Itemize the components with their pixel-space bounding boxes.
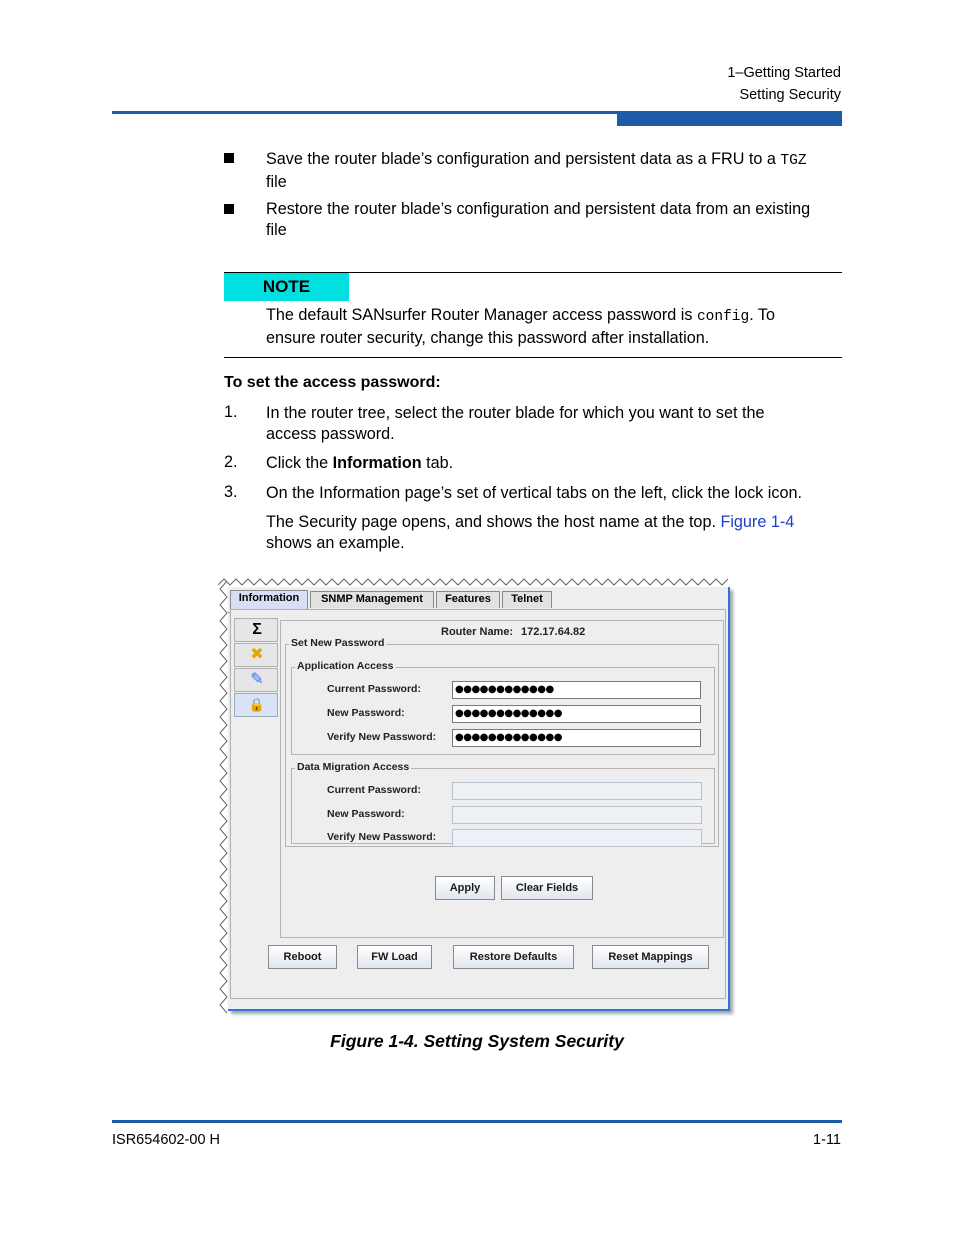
bullet-square-icon [224,153,234,163]
step-text: Click the Information tab. [266,454,454,472]
application-access-group [291,660,715,755]
step-text: In the router tree, select the router blade for which you want to set the access password. [266,404,765,443]
application-access-title: Application Access [297,660,394,672]
data-migration-access-group [291,761,715,844]
data-migration-access-title: Data Migration Access [297,761,410,773]
code-text: config [696,309,750,325]
app-window [228,587,730,1011]
note-rule-bottom [224,357,842,358]
set-new-password-title: Set New Password [291,637,385,649]
running-header [727,62,841,106]
vtab-security[interactable] [234,693,278,717]
figure-screenshot [218,577,736,1017]
step-number: 3. [224,483,238,501]
code-text: TGZ [780,153,807,169]
dm-new-password-field[interactable] [452,806,702,824]
app-current-password-label: Current Password: [327,683,421,695]
step-text: On the Information page’s set of vertical tabs on the left, click the lock icon. [266,484,802,502]
app-current-password-field[interactable]: ●●●●●●●●●●●● [452,681,701,699]
dm-new-password-label: New Password: [327,808,405,820]
clear-fields-button[interactable]: Clear Fields [501,876,593,900]
vtab-tools[interactable] [234,643,278,667]
app-new-password-field[interactable]: ●●●●●●●●●●●●● [452,705,701,723]
bullet-item: Restore the router blade’s configuration and persistent data from an existing file [266,200,811,239]
tab-snmp-management[interactable]: SNMP Management [310,591,434,608]
app-verify-password-field[interactable]: ●●●●●●●●●●●●● [452,729,701,747]
procedure-heading: To set the access password: [224,374,441,391]
figure-caption: Figure 1-4. Setting System Security [330,1031,624,1051]
fw-load-button[interactable]: FW Load [357,945,432,969]
step-number: 1. [224,403,238,421]
figure-link[interactable]: Figure 1-4 [720,513,795,531]
dm-current-password-field[interactable] [452,782,702,800]
chapter-title: 1–Getting Started [727,65,841,81]
dm-current-password-label: Current Password: [327,784,421,796]
dm-verify-password-field[interactable] [452,829,702,847]
vtab-settings[interactable] [234,668,278,692]
security-page [280,620,724,938]
router-name-label: Router Name: [441,626,514,638]
tools-icon: ✖ [250,646,264,663]
page-number: 1-11 [813,1132,841,1148]
header-rule-block [617,111,842,126]
reboot-button[interactable]: Reboot [268,945,337,969]
bullet-square-icon [224,204,234,214]
tab-features[interactable]: Features [436,591,500,608]
step-number: 2. [224,453,238,471]
torn-edge-top [218,577,732,587]
set-new-password-group [285,637,719,847]
tab-telnet[interactable]: Telnet [502,591,552,608]
section-title: Setting Security [739,87,841,103]
bullet-item: Save the router blade’s configuration and persistent data as a FRU to a TGZ file [266,150,807,191]
step-result: The Security page opens, and shows the host name at the top. Figure 1-4 shows an example. [266,513,795,552]
settings-icon: ✎ [250,671,264,688]
sigma-icon: Σ [252,621,262,638]
apply-button[interactable]: Apply [435,876,495,900]
lock-icon: 🔒 [248,697,266,712]
document-id: ISR654602-00 H [112,1132,221,1148]
note-label: NOTE [224,273,349,301]
dm-verify-password-label: Verify New Password: [327,831,437,843]
reset-mappings-button[interactable]: Reset Mappings [592,945,709,969]
footer-rule [112,1120,842,1123]
tab-bar [228,591,728,609]
information-panel [230,609,726,999]
note-text: The default SANsurfer Router Manager access password is config. To ensure router security, change this password after installation. [266,306,775,347]
router-name-value: 172.17.64.82 [521,626,586,638]
tab-information[interactable]: Information [230,590,308,609]
app-verify-password-label: Verify New Password: [327,731,437,743]
vtab-summary[interactable] [234,618,278,642]
restore-defaults-button[interactable]: Restore Defaults [453,945,574,969]
app-new-password-label: New Password: [327,707,405,719]
